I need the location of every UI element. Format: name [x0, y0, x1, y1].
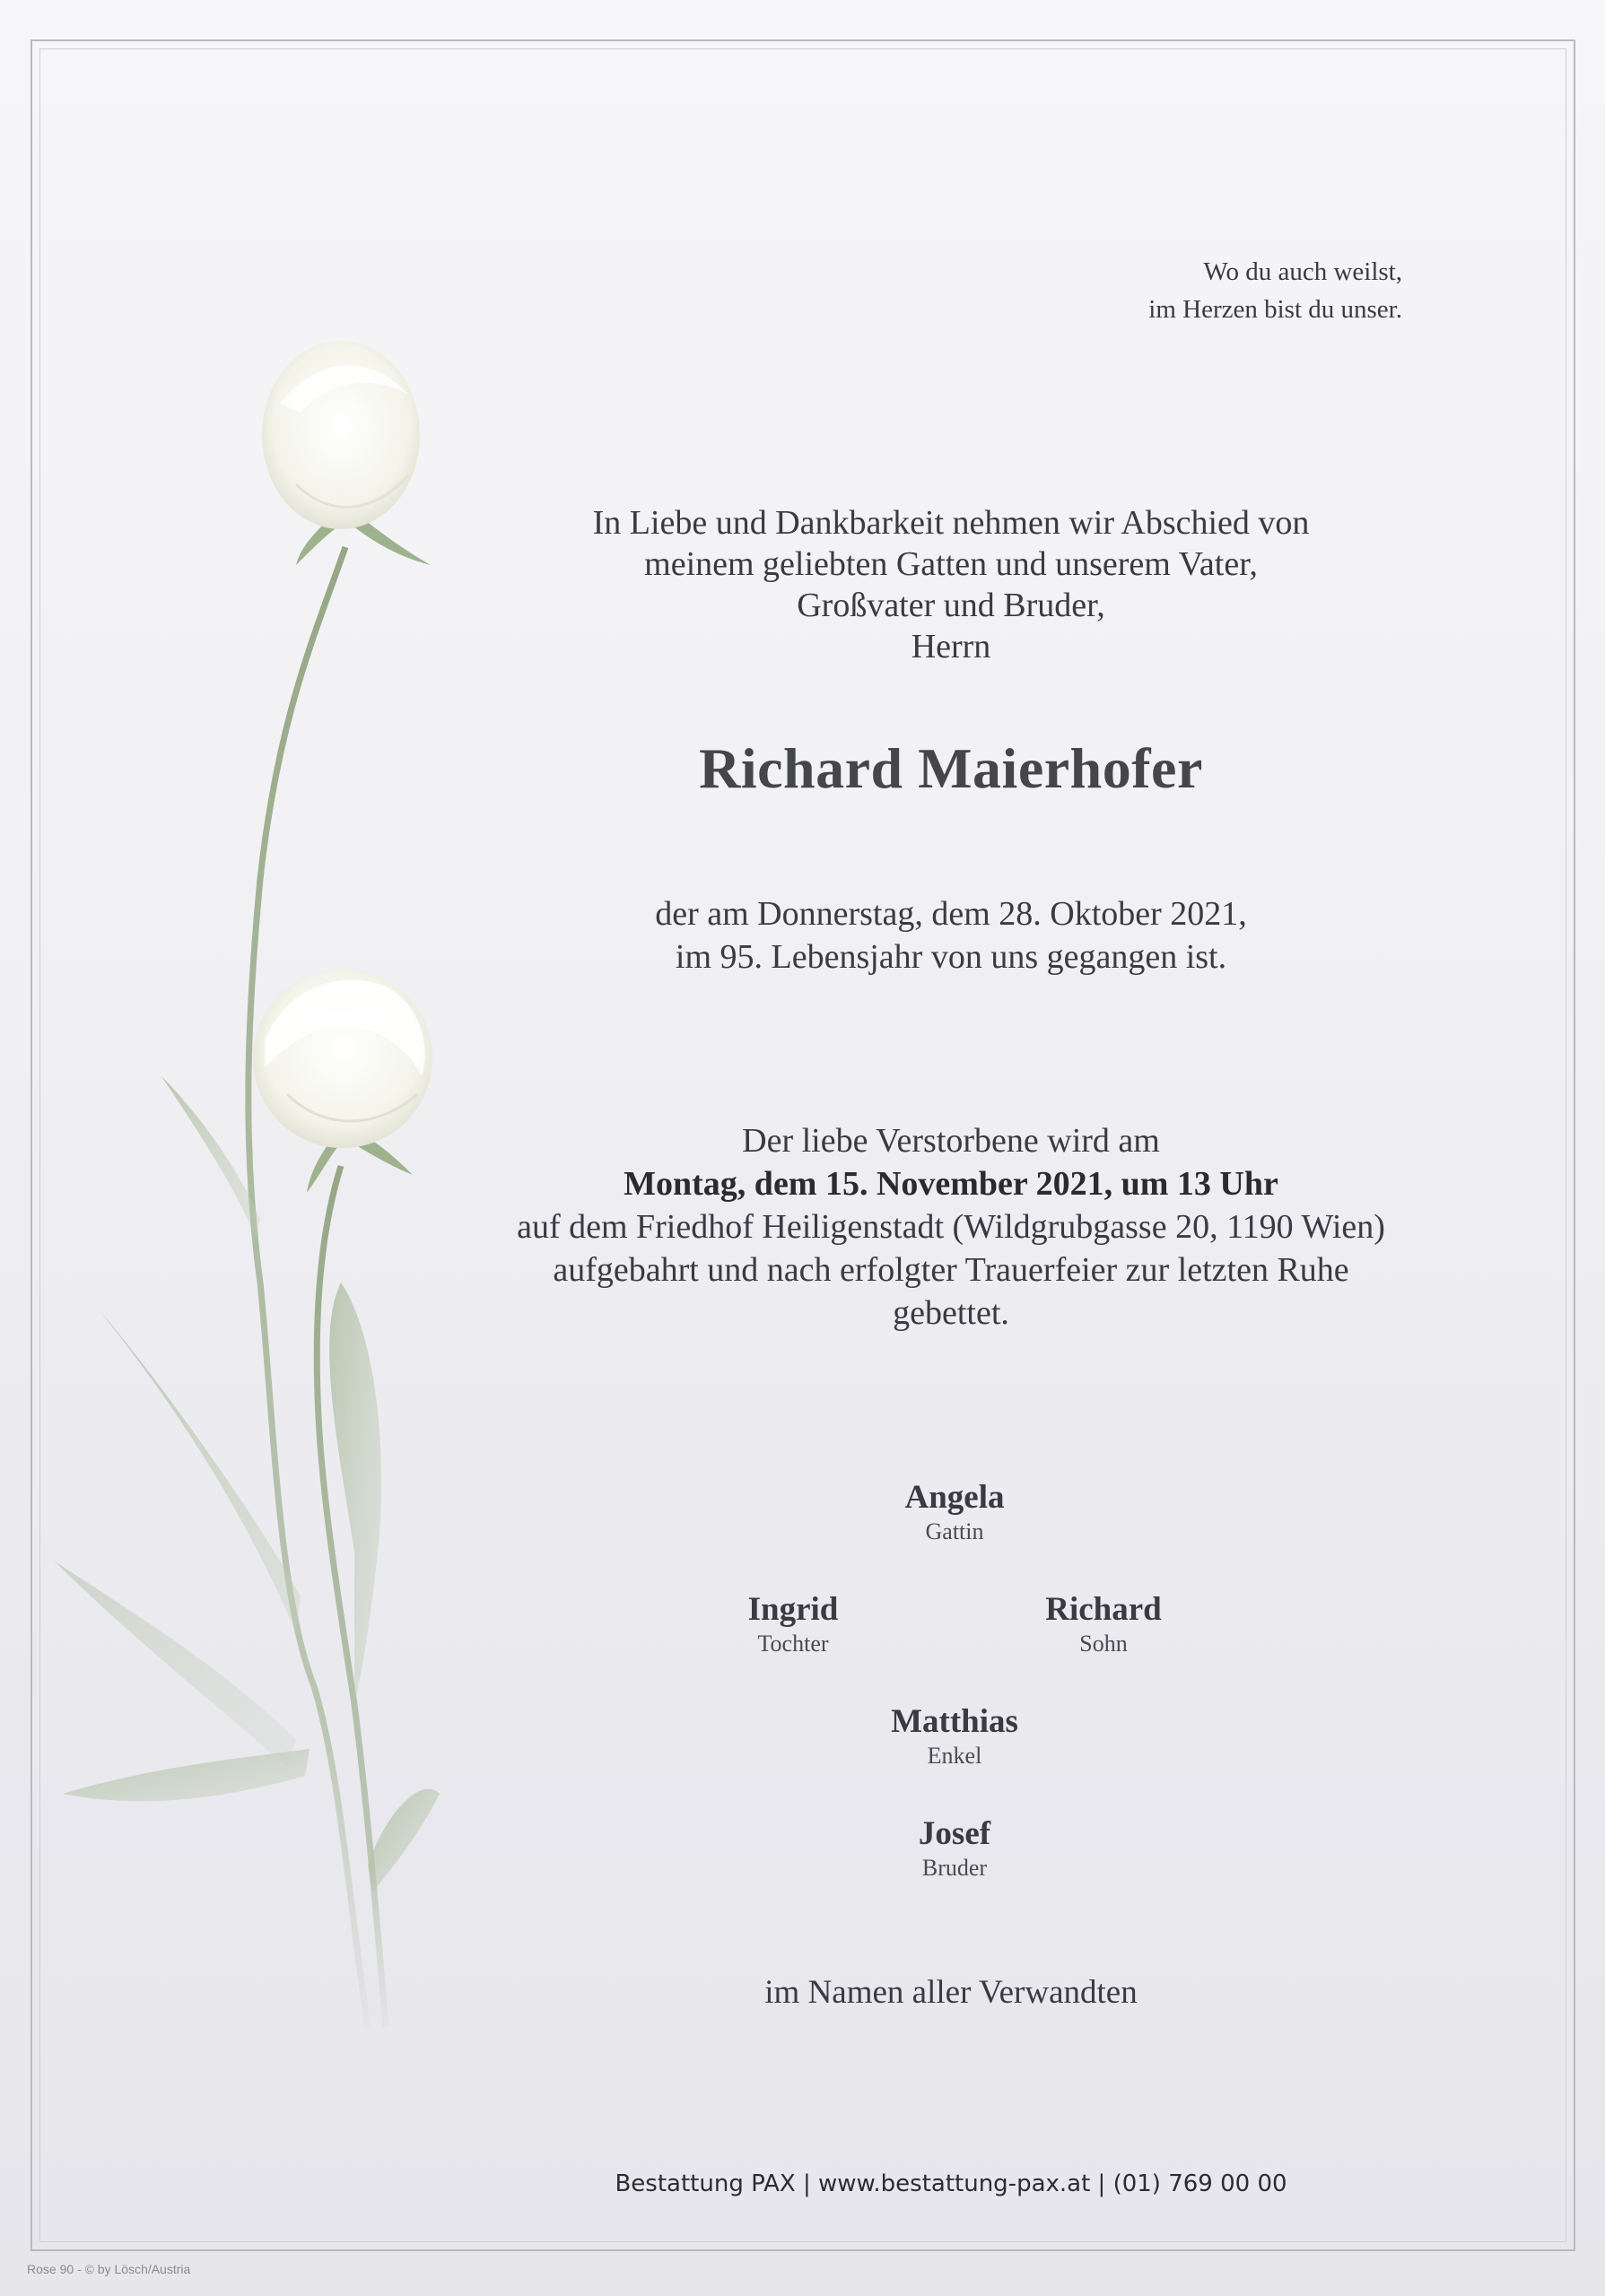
- mourner-name: Josef: [918, 1815, 991, 1852]
- mourner-name: Richard: [1045, 1591, 1162, 1628]
- mourner-name: Angela: [904, 1479, 1005, 1516]
- motto-line-2: im Herzen bist du unser.: [1148, 295, 1402, 324]
- funeral-details: [431, 1119, 1471, 1335]
- funeral-line-4: aufgebahrt und nach erfolgter Trauerfeier zur letzten Ruhe: [553, 1251, 1349, 1289]
- mourner-richard: [960, 1590, 1247, 1658]
- intro-line-1: In Liebe und Dankbarkeit nehmen wir Abschied von: [592, 504, 1310, 542]
- mourner-ingrid: [650, 1590, 937, 1658]
- funeral-line-5: gebettet.: [893, 1294, 1009, 1332]
- mourner-role: Tochter: [757, 1631, 829, 1657]
- motto-quote: [864, 253, 1402, 328]
- mourner-role: Enkel: [927, 1743, 982, 1769]
- image-credit: Rose 90 - © by Lösch/Austria: [27, 2262, 191, 2276]
- intro-line-2: meinem geliebten Gatten und unserem Vater,: [644, 545, 1258, 583]
- death-line-1: der am Donnerstag, dem 28. Oktober 2021,: [655, 895, 1247, 933]
- mourner-matthias: [811, 1702, 1098, 1770]
- mourner-josef: [811, 1814, 1098, 1883]
- intro-line-3: Großvater und Bruder,: [797, 587, 1105, 624]
- mourner-angela: [811, 1478, 1098, 1546]
- signoff: im Namen aller Verwandten: [764, 1974, 1138, 2011]
- mourner-role: Gattin: [925, 1518, 984, 1544]
- mourner-name: Ingrid: [747, 1591, 839, 1628]
- intro-text: [431, 502, 1471, 667]
- mourner-name: Matthias: [891, 1703, 1018, 1740]
- death-notice: [431, 892, 1471, 978]
- deceased-name: Richard Maierhofer: [699, 736, 1203, 800]
- death-line-2: im 95. Lebensjahr von uns gegangen ist.: [675, 938, 1227, 976]
- mourner-role: Bruder: [921, 1855, 988, 1881]
- funeral-line-1: Der liebe Verstorbene wird am: [742, 1122, 1160, 1160]
- funeral-line-3: auf dem Friedhof Heiligenstadt (Wildgrubgasse 20, 1190 Wien): [517, 1208, 1385, 1246]
- motto-line-1: Wo du auch weilst,: [1203, 257, 1402, 286]
- mourner-role: Sohn: [1079, 1631, 1128, 1657]
- white-roses-illustration: [45, 341, 475, 2045]
- funeral-home-footer: Bestattung PAX | www.bestattung-pax.at | (01) 769 00 00: [615, 2170, 1287, 2197]
- intro-line-4: Herrn: [911, 628, 991, 665]
- funeral-date: Montag, dem 15. November 2021, um 13 Uhr: [624, 1165, 1278, 1203]
